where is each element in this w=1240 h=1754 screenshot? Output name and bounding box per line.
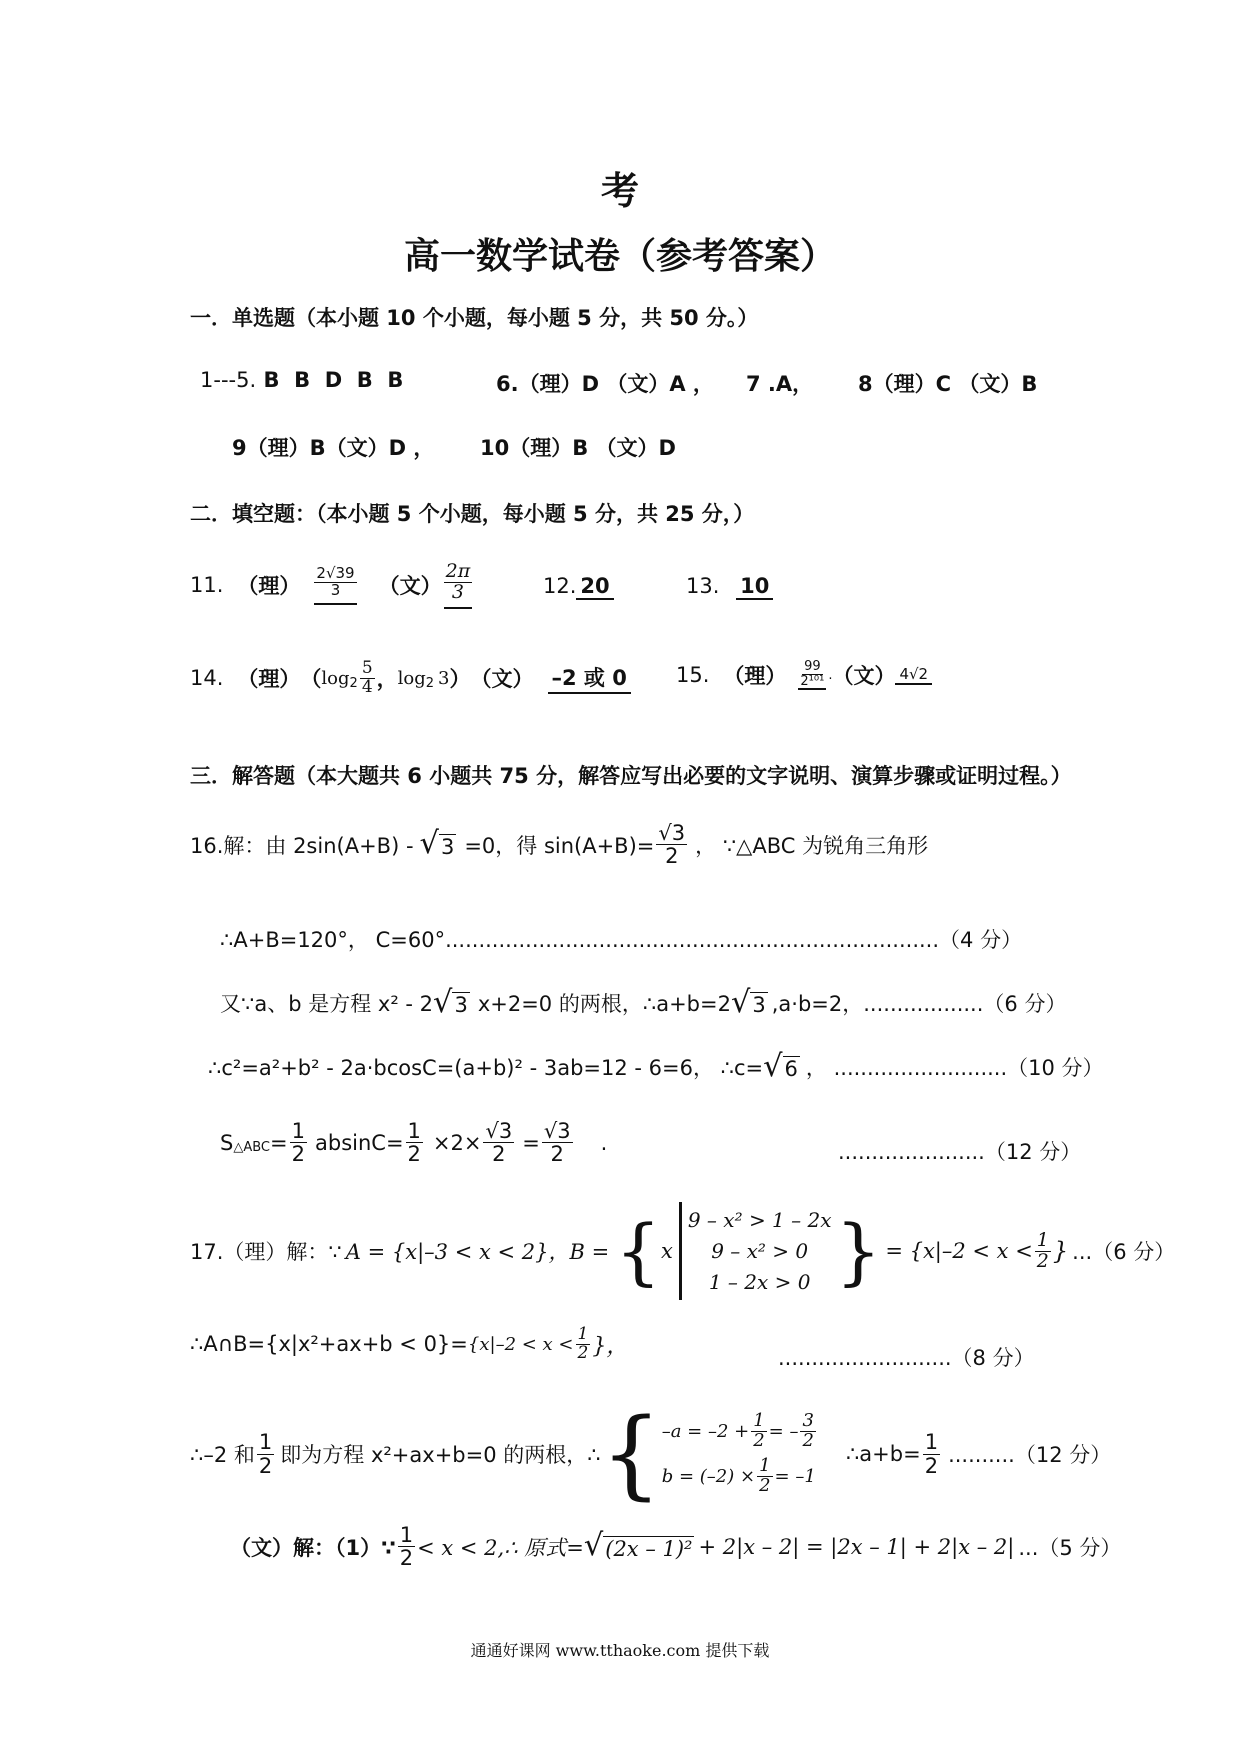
p17-l4-radicand: (2x – 1)² (605, 1536, 693, 1561)
p17-l3-eq-1-b: = – (768, 1420, 799, 1442)
p17-l4-sqrt (583, 1528, 695, 1564)
p17-l3-eq-2 (662, 1457, 818, 1496)
p17-l3-eq-1-a: –a = –2 + (661, 1420, 750, 1442)
p16-l1-numerator: √3 (658, 821, 686, 845)
p16-l5-frac-1-num: 1 (291, 1119, 305, 1143)
q11-wen-denominator: 3 (451, 580, 464, 603)
p17-l3-result-num: 1 (924, 1430, 939, 1455)
p17-l4-text-a: （文）解：（1）∵ (230, 1535, 396, 1560)
mc-q7: 7 .A， (746, 372, 814, 396)
p16-line-4 (208, 1049, 1104, 1084)
q15-dot: . (828, 667, 833, 683)
p17-line-1 (190, 1202, 1175, 1300)
q11-number: 11. (190, 573, 224, 598)
q14-number: 14. (190, 666, 224, 691)
q12-number: 12. (543, 574, 577, 598)
p16-l4-text-c: ， ..........................（10 分） (805, 1056, 1104, 1081)
p17-l3-score: ..........（12 分） (948, 1443, 1112, 1467)
radical-icon: √ (583, 1528, 604, 1564)
p16-l5-frac-2-den: 2 (407, 1142, 421, 1167)
q14-fraction-numerator: 5 (361, 658, 373, 678)
p17-l3-eq-2-frac (757, 1457, 772, 1496)
q13-answer: 10 (736, 574, 773, 600)
q14-open-paren: （ (300, 667, 322, 692)
p17-l3-text-a: ∴–2 和 (190, 1443, 255, 1467)
p17-l4-half (398, 1524, 415, 1569)
q15-number: 15. (676, 663, 710, 688)
p17-l4-text-c: + 2|x – 2| = |2x – 1| + 2|x – 2| (698, 1534, 1015, 1559)
radical-icon: √ (433, 985, 453, 1020)
p17-l3-eq-1-result-num: 3 (802, 1410, 814, 1432)
left-brace-icon: { (600, 1398, 662, 1510)
p16-l5-frac-4-num: √3 (543, 1119, 571, 1143)
section-heading-2: 二．填空题：（本小题 5 个小题，每小题 5 分，共 25 分，） (190, 502, 755, 526)
p16-l5-period: . (600, 1130, 608, 1155)
q15-li-numerator: 99 (804, 659, 821, 674)
right-brace-icon: } (835, 1209, 882, 1293)
p17-l1-half (1035, 1228, 1051, 1272)
q11-li-answer (314, 566, 356, 605)
p16-line-1 (190, 822, 928, 867)
p17-condition-1: 9 – x² > 1 – 2x (687, 1207, 832, 1232)
p17-l3-eq-2-b: = –1 (774, 1465, 816, 1487)
p16-l4-text-a: ∴c²=a²+b² - 2a·bcosC=(a+b)² - 3ab=12 - 6=6， ∴c= (208, 1056, 764, 1081)
p16-l5-frac-3-num: √3 (485, 1119, 513, 1143)
left-brace-icon: { (615, 1209, 661, 1293)
p17-l3-eq-1 (662, 1412, 818, 1451)
p17-l3-eq-1-frac-den: 2 (753, 1430, 765, 1452)
p16-line-2: ∴A+B=120°， C=60°..........................................................................（4 分） (220, 928, 1023, 952)
p17-condition-3: 1 – 2x > 0 (708, 1269, 811, 1294)
q13-number: 13. (686, 574, 720, 598)
p16-l5-frac-3-den: 2 (492, 1142, 506, 1167)
section-heading-3: 三．解答题（本大题共 6 小题共 75 分，解答应写出必要的文字说明、演算步骤或证明过程。） (190, 764, 1072, 788)
p16-l1-text-d: ， ∵△ABC 为锐角三角形 (695, 833, 929, 858)
mc-q6: 6.（理）D （文）A ， (496, 372, 714, 396)
p17-l3-half-num: 1 (258, 1430, 273, 1455)
p17-l1-result: = {x|–2 < x < (885, 1239, 1033, 1263)
p16-l5-frac-4 (542, 1120, 573, 1165)
p16-l5-frac-1 (290, 1120, 307, 1165)
p17-line-4 (230, 1524, 1121, 1569)
p17-l3-eq-2-frac-den: 2 (759, 1474, 771, 1496)
p17-condition-2: 9 – x² > 0 (711, 1238, 809, 1263)
q14-li-label: （理） (237, 667, 301, 692)
p16-l1-fraction (656, 822, 687, 867)
p17-l3-text-b: 即为方程 x²+ax+b=0 的两根，∴ (280, 1443, 601, 1467)
p17-set-a: A = {x|–3 < x < 2}，B = (345, 1240, 610, 1264)
p17-l2-score: ..........................（8 分） (778, 1346, 1035, 1370)
p17-l1-close: } (1052, 1237, 1069, 1265)
p17-l3-eq-1-result-den: 2 (802, 1430, 814, 1452)
section-heading-1: 一．单选题（本小题 10 个小题，每小题 5 分，共 50 分。） (190, 306, 759, 330)
p17-l4-score: ...（5 分） (1018, 1535, 1122, 1560)
p17-line-3 (190, 1398, 1112, 1510)
p16-l5-frac-2 (406, 1120, 423, 1165)
p17-l3-result-den: 2 (924, 1453, 939, 1478)
p16-l5-eq-2: = (522, 1130, 540, 1155)
q11-wen-label: （文） (378, 574, 442, 599)
q14-comma: ， (376, 667, 398, 692)
p17-l3-system (662, 1412, 818, 1496)
p17-l3-eq-2-a: b = (–2) × (661, 1465, 756, 1487)
p17-l3-result (923, 1431, 940, 1476)
q14-log-1-base: 2 (349, 675, 358, 691)
p17-l1-half-den: 2 (1036, 1249, 1049, 1272)
p17-l3-half-den: 2 (258, 1453, 273, 1478)
top-character: 考 (600, 169, 639, 213)
p16-l4-sqrt6 (763, 1049, 800, 1084)
mc-q10: 10（理）B （文）D (480, 436, 676, 460)
p16-l5-frac-2-num: 1 (407, 1119, 421, 1143)
q14-wen-answer: –2 或 0 (548, 662, 631, 694)
p17-l2-half (576, 1326, 591, 1363)
q11-li-numerator: 2√39 (316, 564, 355, 583)
q12-answer: 20 (576, 574, 613, 600)
p17-l3-half (257, 1431, 274, 1476)
fill-q15 (676, 660, 932, 690)
footer-watermark: 通通好课网 www.tthaoke.com 提供下载 (470, 1641, 770, 1660)
q11-li-denominator: 3 (330, 580, 341, 599)
p17-l3-eq-1-frac (751, 1412, 766, 1451)
mc-row-1 (200, 368, 403, 392)
p16-line-5 (220, 1120, 607, 1165)
p16-l1-sqrt3 (419, 826, 457, 862)
q11-wen-answer (444, 562, 473, 609)
q15-wen-answer: 4√2 (895, 665, 932, 685)
p17-l3-eq-2-frac-num: 1 (759, 1455, 771, 1476)
q14-log-2: log (397, 667, 426, 689)
p17-l1-text-a: 17.（理）解：∵ (190, 1240, 342, 1264)
p16-l3-sqrt3-a (433, 985, 470, 1020)
p17-l3-eq-1-frac-num: 1 (753, 1410, 765, 1432)
p16-l5-absinc: absinC= (315, 1130, 404, 1155)
p16-l5-frac-1-den: 2 (291, 1142, 305, 1167)
p16-l5-times: ×2× (432, 1130, 482, 1155)
p16-l3-text-e: ,a·b=2，..................（6 分） (771, 992, 1067, 1017)
p16-l5-frac-3 (483, 1120, 514, 1165)
p17-l3-eq-1-result (800, 1412, 815, 1451)
q11-wen-numerator: 2π (445, 560, 471, 582)
p16-l1-denominator: 2 (665, 844, 679, 869)
q14-fraction-denominator: 4 (361, 676, 373, 697)
page-title: 高一数学试卷（参考答案） (403, 236, 836, 277)
p17-conditions (688, 1205, 832, 1298)
fill-q13 (686, 574, 773, 598)
q14-log-2-argument: 3 (438, 667, 450, 689)
p17-l2-set: {x|–2 < x < (467, 1333, 574, 1355)
radical-icon: √ (730, 985, 751, 1020)
mc-q9: 9（理）B（文）D ， (232, 436, 435, 460)
p16-l1-radicand: 3 (440, 834, 455, 859)
q14-log-2-base: 2 (425, 675, 435, 691)
fill-q14 (190, 660, 631, 697)
p17-l4-half-num: 1 (399, 1523, 414, 1547)
p17-l2-half-num: 1 (577, 1324, 589, 1344)
q14-fraction (360, 660, 375, 697)
p17-l4-text-b: < x < 2,∴ 原式= (417, 1535, 584, 1560)
p16-l4-radicand: 6 (784, 1057, 798, 1082)
p16-l5-area-symbol: S (220, 1130, 234, 1155)
q15-li-denominator: 2¹⁰¹ (800, 673, 825, 689)
p16-line-3 (220, 985, 1067, 1020)
p17-l1-half-num: 1 (1036, 1228, 1049, 1251)
q14-close-paren: ） (449, 667, 471, 692)
p16-l1-text-a: 16.解：由 2sin(A+B) - (190, 833, 414, 858)
p16-l3-radicand-b: 3 (752, 993, 766, 1018)
p16-l5-frac-4-den: 2 (550, 1142, 564, 1167)
q15-li-label: （理） (723, 664, 787, 689)
p16-l3-text-a: 又∵a、b 是方程 x² - 2 (220, 992, 434, 1017)
mc-q8: 8（理）C （文）B (858, 372, 1038, 396)
p16-l1-text-c: =0，得 sin(A+B)= (464, 833, 655, 858)
set-bar-icon (679, 1202, 682, 1300)
p17-l2-half-den: 2 (577, 1342, 589, 1363)
p16-l5-eq-1: = (270, 1130, 288, 1155)
q11-li-label: （理） (237, 574, 301, 599)
mc-answers-1-5: B B D B B (263, 368, 404, 392)
p16-l3-radicand-a: 3 (454, 993, 468, 1018)
radical-icon: √ (419, 826, 439, 862)
p17-l3-text-c: ∴a+b= (845, 1442, 921, 1466)
q14-log-1: log (321, 667, 350, 689)
p16-l3-sqrt3-b (730, 985, 768, 1020)
fill-q12 (543, 574, 614, 598)
p17-l2-text-a: ∴A∩B={x|x²+ax+b < 0}= (190, 1332, 468, 1357)
p16-l5-subscript: △ABC (233, 1140, 271, 1156)
p17-l2-close: }， (592, 1333, 629, 1359)
p17-l4-half-den: 2 (399, 1546, 414, 1571)
p17-line-2 (190, 1326, 628, 1363)
mc-range-label: 1---5. (200, 368, 257, 392)
fill-q11 (190, 562, 474, 609)
p16-l3-text-c: x+2=0 的两根，∴a+b=2 (477, 992, 731, 1017)
q15-wen-label: （文） (832, 664, 896, 689)
q15-li-answer (798, 660, 826, 690)
radical-icon: √ (763, 1049, 783, 1084)
q14-wen-label: （文） (470, 667, 534, 692)
p17-set-b-var: x (661, 1239, 673, 1263)
p16-l5-score: ......................（12 分） (838, 1140, 1082, 1164)
p17-l1-score: ...（6 分） (1072, 1240, 1176, 1264)
